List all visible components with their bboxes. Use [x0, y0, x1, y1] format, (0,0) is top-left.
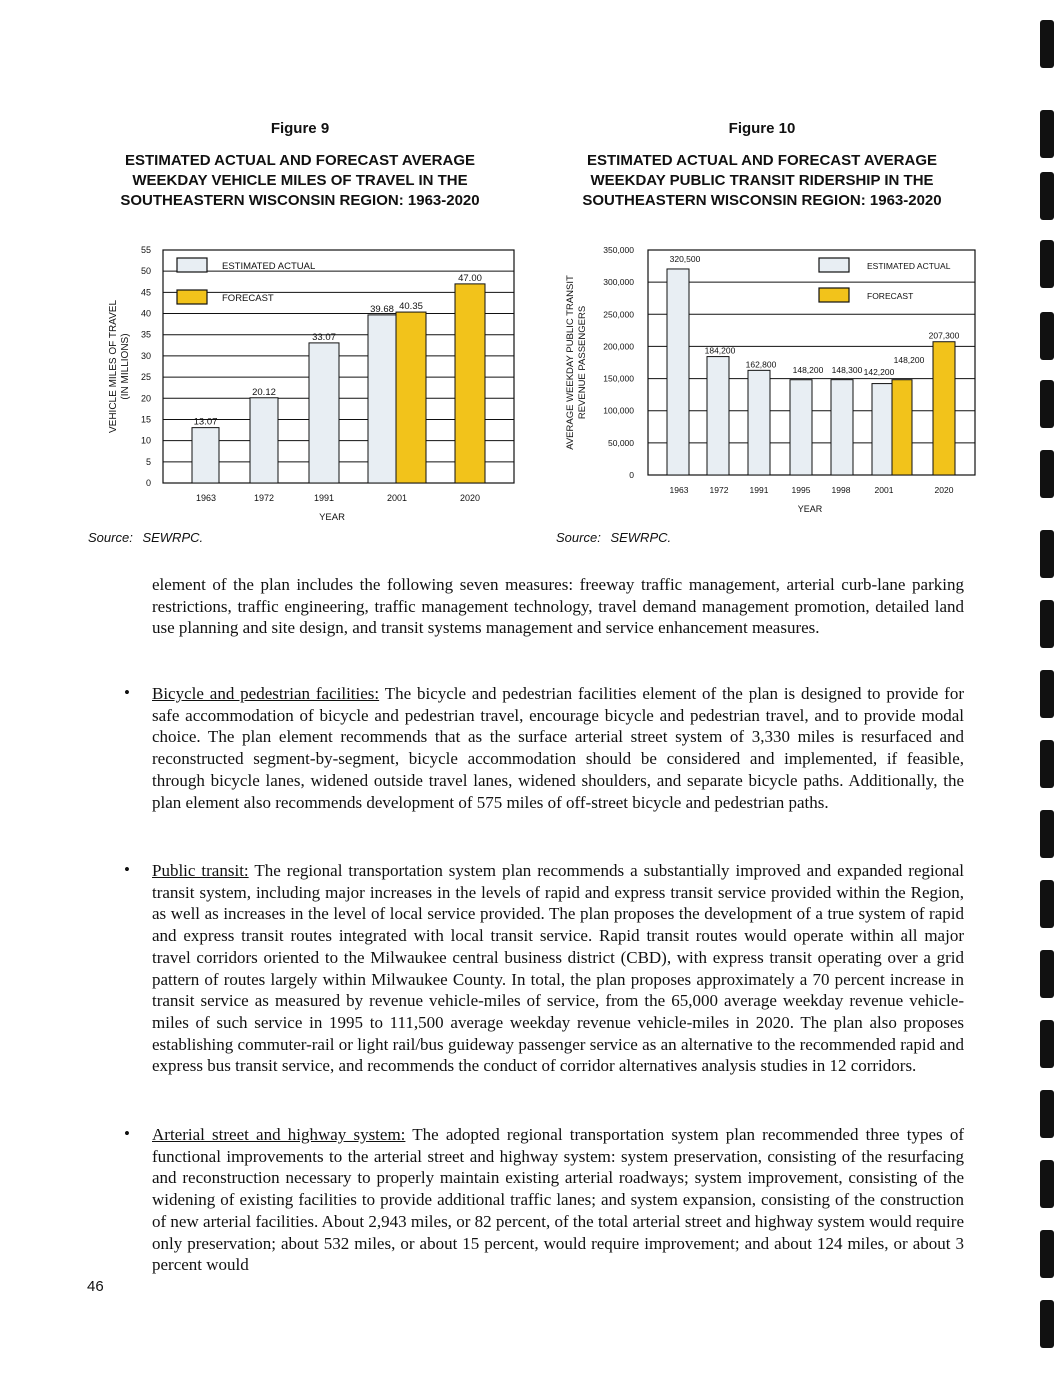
margin-mark: [1040, 20, 1054, 68]
source-org: SEWRPC.: [610, 530, 672, 545]
margin-mark: [1040, 240, 1054, 288]
margin-mark: [1040, 740, 1054, 788]
fig9-legend-label: FORECAST: [222, 293, 274, 304]
fig9-data-label: 47.00: [458, 272, 482, 284]
bullet-heading: Public transit:: [152, 861, 249, 880]
fig10-y-axis-title: REVENUE PASSENGERS: [577, 305, 588, 420]
fig9-y-tick-label: 45: [140, 287, 151, 298]
fig10-legend-swatch: [819, 258, 849, 272]
fig9-data-label: 39.68: [370, 303, 394, 315]
figure10-number: Figure 10: [728, 120, 796, 137]
fig10-y-axis-title: AVERAGE WEEKDAY PUBLIC TRANSIT: [565, 275, 576, 450]
figure10-chart: [555, 235, 995, 530]
fig9-y-tick-label: 40: [140, 308, 151, 319]
fig10-x-axis-title: YEAR: [797, 504, 823, 514]
figure9-chart: [80, 235, 520, 530]
fig10-y-tick-label: 300,000: [603, 277, 634, 288]
fig9-y-tick-label: 15: [140, 414, 151, 425]
fig10-bar-actual: [748, 370, 770, 475]
fig10-data-label: 320,500: [669, 254, 701, 264]
fig10-data-label: 184,200: [704, 345, 736, 356]
margin-mark: [1040, 1160, 1054, 1208]
fig10-bar-actual: [707, 357, 729, 475]
source-org: SEWRPC.: [142, 530, 204, 545]
fig10-data-label: 207,300: [928, 330, 960, 341]
bullet-marker: •: [124, 1124, 130, 1143]
fig9-data-label: 33.07: [312, 331, 336, 343]
fig9-y-tick-label: 25: [140, 372, 151, 383]
fig9-bar-actual: [309, 343, 339, 483]
bullet-text: The regional transportation system plan recommends a substantially improved and expanded regional transit system, including major increases in the levels of rapid and express transit service provided within the Region, as well as increases in the level of local service provided. The plan proposes the development of a true system of rapid and express transit routes integrated with local transit service. Rapid transit routes would operate within all major travel corridors oriented to the Milwaukee central business district (CBD), with express transit operating over a grid pattern of routes largely within Milwaukee County. In total, the plan proposes approximately a 70 percent increase in transit service as measured by revenue vehicle-miles of service, from the 65,000 average weekday revenue vehicle-miles of such service in 1995 to 111,500 average weekday revenue vehicle-miles in 2020. The plan also proposes establishing commuter-rail or light rail/bus guideway passenger service as an alternative to the recommended rapid and express bus transit service, and recommends the conduct of corridor alternatives analysis studies in 12 corridors.: [152, 861, 964, 1076]
bullet-paragraph-transit: [152, 860, 964, 1077]
fig9-data-label: 20.12: [252, 386, 276, 398]
figure9-title-line: ESTIMATED ACTUAL AND FORECAST AVERAGE: [124, 152, 475, 169]
bullet-heading: Arterial street and highway system:: [152, 1125, 406, 1144]
fig9-y-axis-title: (IN MILLIONS): [120, 333, 131, 400]
figure10-title-line: SOUTHEASTERN WISCONSIN REGION: 1963-2020: [582, 192, 942, 209]
fig10-data-label: 142,200: [863, 367, 895, 377]
figure10-header: [562, 120, 962, 211]
margin-mark: [1040, 312, 1054, 360]
figure10-title: [562, 151, 962, 211]
bullet-marker: •: [124, 860, 130, 879]
fig9-bar-actual: [192, 428, 219, 483]
margin-mark: [1040, 600, 1054, 648]
bullet-paragraph-arterial: [152, 1124, 964, 1276]
fig10-legend-swatch: [819, 288, 849, 302]
fig9-y-tick-label: 20: [140, 393, 151, 404]
figure9-header: [100, 120, 500, 211]
fig10-y-tick-label: 100,000: [603, 405, 634, 416]
fig10-y-tick-label: 0: [629, 470, 634, 480]
bullet-marker: •: [124, 683, 130, 702]
fig9-y-tick-label: 35: [140, 329, 151, 340]
fig9-bar-forecast: [396, 312, 426, 483]
fig9-y-tick-label: 55: [140, 245, 151, 255]
fig9-bar-forecast: [455, 284, 485, 483]
fig10-x-tick-label: 2020: [934, 485, 954, 495]
fig10-data-label: 148,200: [893, 355, 925, 365]
intro-paragraph: element of the plan includes the following seven measures: freeway traffic management, arterial curb-lane parking restrictions, traffic engineering, traffic management technology, travel demand management promotion, detailed land use planning and site design, and transit systems management and service enhancement measures.: [152, 575, 964, 638]
fig9-bar-actual: [250, 398, 278, 483]
page-number: 46: [87, 1278, 104, 1295]
fig10-legend-label: ESTIMATED ACTUAL: [867, 261, 951, 271]
fig9-legend-label: ESTIMATED ACTUAL: [222, 261, 316, 272]
fig10-bar-forecast: [892, 380, 912, 475]
figure10-title-line: ESTIMATED ACTUAL AND FORECAST AVERAGE: [586, 152, 937, 169]
figure9-number: Figure 9: [270, 120, 330, 137]
bullet-paragraph-bicycle: [152, 683, 964, 813]
fig10-x-tick-label: 1963: [669, 485, 689, 495]
figure10-source: [556, 530, 671, 545]
margin-mark: [1040, 670, 1054, 718]
fig9-x-tick-label: 1963: [195, 493, 217, 503]
margin-mark: [1040, 950, 1054, 998]
margin-mark: [1040, 110, 1054, 158]
fig9-y-tick-label: 5: [145, 456, 151, 467]
fig9-legend-swatch: [177, 290, 207, 304]
margin-mark: [1040, 880, 1054, 928]
fig10-bar-forecast: [933, 342, 955, 475]
figure9-title: [100, 151, 500, 211]
fig10-data-label: 148,300: [831, 365, 863, 375]
fig9-y-tick-label: 30: [140, 350, 151, 361]
source-label: Source:: [556, 530, 601, 545]
margin-mark: [1040, 810, 1054, 858]
fig9-x-tick-label: 2001: [386, 493, 408, 503]
figure10-title-line: WEEKDAY PUBLIC TRANSIT RIDERSHIP IN THE: [590, 172, 934, 189]
fig10-bar-actual: [790, 380, 812, 475]
fig10-data-label: 148,200: [792, 365, 824, 375]
fig10-y-tick-label: 250,000: [603, 309, 634, 320]
fig10-y-tick-label: 150,000: [603, 373, 634, 384]
figure9-title-line: WEEKDAY VEHICLE MILES OF TRAVEL IN THE: [132, 172, 468, 189]
fig9-y-axis-title: VEHICLE MILES OF TRAVEL: [108, 299, 119, 434]
margin-mark: [1040, 1300, 1054, 1348]
fig10-data-label: 162,800: [745, 359, 777, 370]
margin-mark: [1040, 450, 1054, 498]
fig10-y-tick-label: 350,000: [603, 245, 634, 255]
margin-mark: [1040, 380, 1054, 428]
fig10-x-tick-label: 1995: [791, 485, 811, 495]
fig10-bar-actual: [872, 384, 892, 475]
fig9-legend-swatch: [177, 258, 207, 272]
fig10-y-tick-label: 200,000: [603, 341, 634, 352]
margin-mark: [1040, 1230, 1054, 1278]
fig9-y-tick-label: 10: [140, 435, 151, 446]
fig10-x-tick-label: 1998: [831, 485, 851, 495]
fig10-x-tick-label: 2001: [874, 485, 894, 495]
fig9-data-label: 13.07: [193, 416, 218, 428]
source-label: Source:: [88, 530, 133, 545]
margin-mark: [1040, 172, 1054, 220]
bullet-text: The bicycle and pedestrian facilities element of the plan is designed to provide for safe accommodation of bicycle and pedestrian travel, encourage bicycle and pedestrian travel, and to provide modal choice. The plan element recommends that as the surface arterial street system of 3,330 miles is resurfaced and reconstructed segment-by-segment, bicycle accommodation should be considered and implemented, if feasible, through bicycle lanes, widened outside travel lanes, widened shoulders, and separate bicycle paths. Additionally, the plan element also recommends development of 575 miles of off-street bicycle and pedestrian paths.: [152, 684, 964, 812]
fig9-data-label: 40.35: [399, 301, 423, 313]
fig9-x-tick-label: 1972: [253, 493, 275, 503]
fig10-legend-label: FORECAST: [867, 291, 914, 301]
figure9-source: [88, 530, 203, 545]
margin-mark: [1040, 1020, 1054, 1068]
fig9-x-tick-label: 2020: [459, 493, 481, 503]
fig10-y-tick-label: 50,000: [608, 437, 634, 448]
fig9-x-tick-label: 1991: [313, 493, 335, 503]
fig9-y-tick-label: 0: [145, 478, 151, 488]
fig9-x-axis-title: YEAR: [319, 512, 345, 523]
fig10-x-tick-label: 1972: [709, 485, 729, 495]
fig9-y-tick-label: 50: [140, 266, 151, 277]
fig10-bar-actual: [667, 269, 689, 475]
figure9-title-line: SOUTHEASTERN WISCONSIN REGION: 1963-2020: [120, 192, 480, 209]
margin-mark: [1040, 530, 1054, 578]
fig10-bar-actual: [831, 380, 853, 475]
fig9-bar-actual: [368, 315, 396, 483]
bullet-text: The adopted regional transportation system plan recommended three types of functional improvements to the arterial street and highway system: system preservation, consisting of the resurfacing and reconstruction necessary to properly maintain existing arterial roadways; system improvement, consisting of the widening of existing facilities to provide additional traffic lanes; and system expansion, consisting of the construction of new arterial facilities. About 2,943 miles, or 82 percent, of the total arterial street and highway system would require only preservation; about 532 miles, or about 15 percent, would require improvement; and about 124 miles, or about 3 percent would: [152, 1125, 964, 1275]
margin-mark: [1040, 1090, 1054, 1138]
fig10-x-tick-label: 1991: [749, 485, 769, 495]
bullet-heading: Bicycle and pedestrian facilities:: [152, 684, 380, 703]
